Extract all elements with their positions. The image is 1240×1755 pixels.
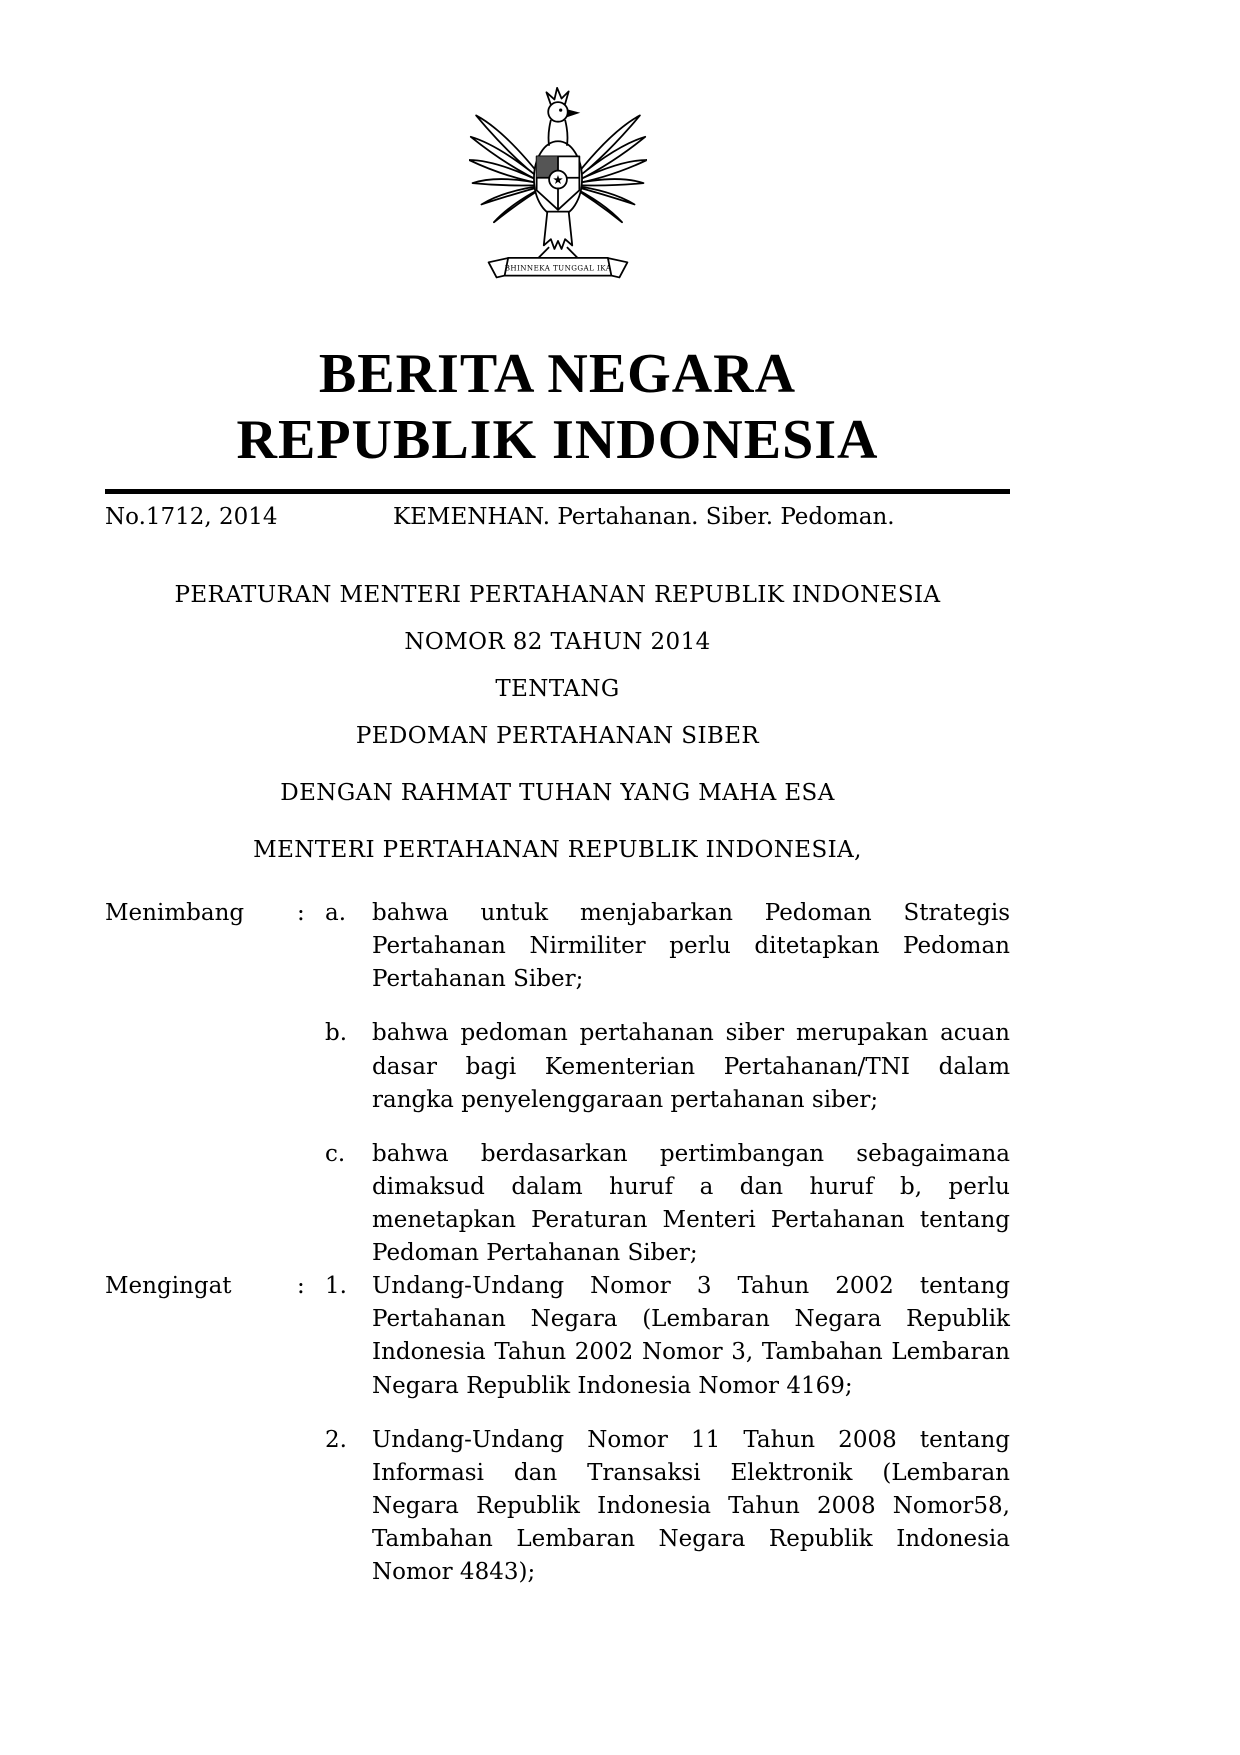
gazette-title-line2: REPUBLIK INDONESIA [236, 409, 879, 472]
regulation-subject: PEDOMAN PERTAHANAN SIBER [355, 723, 760, 750]
regulation-heading [105, 582, 1010, 863]
clause-items [325, 897, 1010, 1270]
clause-items [325, 1270, 1010, 1589]
masthead-divider [105, 489, 1010, 494]
regulation-number: NOMOR 82 TAHUN 2014 [404, 629, 711, 656]
invocation-line: DENGAN RAHMAT TUHAN YANG MAHA ESA [280, 780, 835, 807]
issue-number: No.1712, 2014 [105, 504, 278, 531]
item-marker: c. [325, 1140, 346, 1167]
tentang-label: TENTANG [495, 676, 620, 703]
item-marker: a. [325, 900, 347, 927]
gazette-title-line1: BERITA NEGARA [318, 343, 797, 405]
clause-mengingat [105, 1270, 1010, 1589]
eagle-head [546, 88, 580, 146]
regulation-title: PERATURAN MENTERI PERTAHANAN REPUBLIK INDONESIA [174, 582, 941, 609]
gazette-title [105, 341, 1010, 473]
item-text: bahwa berdasarkan pertimbangan sebagaimana dimaksud dalam huruf a dan huruf b, perlu menetapkan Peraturan Menteri Pertahanan tentang Pedoman Pertahanan Siber; [372, 1140, 1010, 1267]
shield-star-icon: ★ [551, 171, 564, 187]
item-marker: 1. [325, 1273, 347, 1300]
clause-colon: : [297, 900, 305, 927]
item-text: Undang-Undang Nomor 3 Tahun 2002 tentang Pertahanan Negara (Lembaran Negara Republik Indonesia Tahun 2002 Nomor 3, Tambahan Lembaran Negara Republik Indonesia Nomor 4169; [372, 1273, 1010, 1399]
motto-ribbon [488, 258, 627, 278]
garuda-pancasila-icon [469, 85, 647, 299]
clause-label: Mengingat [105, 1273, 232, 1300]
eagle-tail [543, 212, 571, 249]
list-item [325, 1424, 1010, 1590]
subject-line: KEMENHAN. Pertahanan. Siber. Pedoman. [392, 504, 895, 531]
issuer-line: MENTERI PERTAHANAN REPUBLIK INDONESIA, [253, 837, 862, 864]
clause-label: Menimbang [105, 900, 245, 927]
list-item [325, 1138, 1010, 1270]
item-text: Undang-Undang Nomor 11 Tahun 2008 tentang Informasi dan Transaksi Elektronik (Lembaran Negara Republik Indonesia Tahun 2008 Nomor58, Tambahan Lembaran Negara Republik Indonesia Nomor 4843); [372, 1426, 1010, 1586]
item-text: bahwa untuk menjabarkan Pedoman Strategis Pertahanan Nirmiliter perlu ditetapkan Pedoman Pertahanan Siber; [372, 900, 1010, 993]
clause-colon: : [297, 1273, 305, 1300]
motto-text: BHINNEKA TUNGGAL IKA [504, 263, 611, 273]
eagle-claws [538, 247, 577, 258]
list-item [325, 1017, 1010, 1116]
list-item [325, 897, 1010, 996]
item-marker: b. [325, 1020, 348, 1047]
item-marker: 2. [325, 1426, 347, 1453]
list-item [325, 1270, 1010, 1402]
clause-menimbang [105, 897, 1010, 1270]
item-text: bahwa pedoman pertahanan siber merupakan acuan dasar bagi Kementerian Pertahanan/TNI dalam rangka penyelenggaraan pertahanan siber; [372, 1020, 1010, 1113]
masthead-row [105, 504, 1010, 530]
